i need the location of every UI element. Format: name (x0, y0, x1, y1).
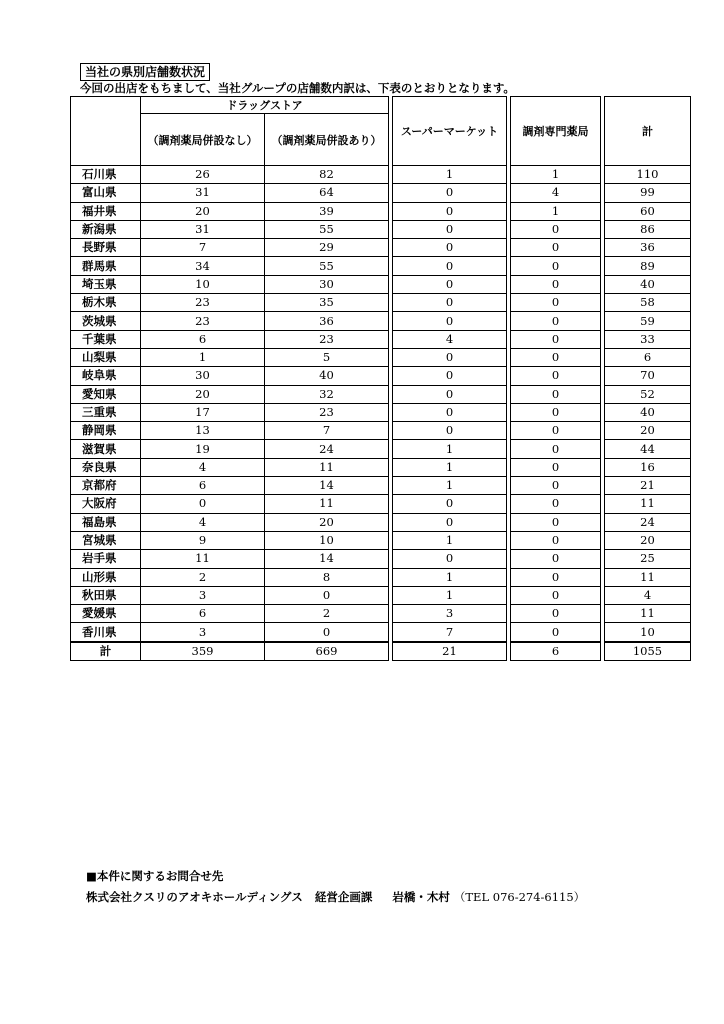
prefecture-cell: 香川県 (71, 623, 141, 642)
table-row (71, 184, 691, 202)
supermarket-cell: 0 (393, 220, 507, 238)
contact-line (86, 889, 585, 905)
pharmacy-only-cell: 0 (511, 458, 601, 476)
drugstore-no-pharmacy-cell: 23 (141, 294, 265, 312)
drugstore-with-pharmacy-cell: 82 (265, 166, 389, 184)
total-cell: 33 (605, 330, 691, 348)
drugstore-with-pharmacy-cell: 36 (265, 312, 389, 330)
store-count-table (70, 96, 691, 661)
prefecture-cell: 大阪府 (71, 495, 141, 513)
drugstore-no-pharmacy-cell: 13 (141, 422, 265, 440)
drugstore-with-pharmacy-cell: 23 (265, 330, 389, 348)
supermarket-cell: 7 (393, 623, 507, 642)
total-cell: 25 (605, 550, 691, 568)
total-cell: 16 (605, 458, 691, 476)
total-cell: 36 (605, 239, 691, 257)
pharmacy-only-cell: 0 (511, 586, 601, 604)
drugstore-no-pharmacy-cell: 17 (141, 403, 265, 421)
pharmacy-only-cell: 0 (511, 330, 601, 348)
total-cell: 58 (605, 294, 691, 312)
header-drugstore-no-pharmacy: （調剤薬局併設なし） (141, 114, 265, 166)
drugstore-no-pharmacy-cell: 20 (141, 202, 265, 220)
table-row (71, 586, 691, 604)
drugstore-with-pharmacy-cell: 669 (265, 642, 389, 661)
table-row (71, 367, 691, 385)
prefecture-cell: 長野県 (71, 239, 141, 257)
header-pharmacy-only: 調剤専門薬局 (511, 97, 601, 166)
drugstore-no-pharmacy-cell: 7 (141, 239, 265, 257)
drugstore-no-pharmacy-cell: 10 (141, 275, 265, 293)
drugstore-with-pharmacy-cell: 24 (265, 440, 389, 458)
supermarket-cell: 0 (393, 550, 507, 568)
pharmacy-only-cell: 0 (511, 275, 601, 293)
drugstore-with-pharmacy-cell: 5 (265, 348, 389, 366)
total-cell: 6 (605, 348, 691, 366)
drugstore-with-pharmacy-cell: 14 (265, 477, 389, 495)
supermarket-cell: 0 (393, 348, 507, 366)
prefecture-cell: 群馬県 (71, 257, 141, 275)
contact-persons: 岩橋・木村 (392, 890, 450, 904)
supermarket-cell: 0 (393, 294, 507, 312)
drugstore-with-pharmacy-cell: 40 (265, 367, 389, 385)
drugstore-with-pharmacy-cell: 11 (265, 458, 389, 476)
total-cell: 11 (605, 605, 691, 623)
drugstore-no-pharmacy-cell: 34 (141, 257, 265, 275)
prefecture-cell: 愛媛県 (71, 605, 141, 623)
pharmacy-only-cell: 0 (511, 367, 601, 385)
supermarket-cell: 1 (393, 440, 507, 458)
drugstore-with-pharmacy-cell: 64 (265, 184, 389, 202)
table-row (71, 294, 691, 312)
pharmacy-only-cell: 0 (511, 605, 601, 623)
prefecture-cell: 石川県 (71, 166, 141, 184)
total-cell: 40 (605, 403, 691, 421)
pharmacy-only-cell: 4 (511, 184, 601, 202)
drugstore-with-pharmacy-cell: 23 (265, 403, 389, 421)
table-row (71, 275, 691, 293)
contact-heading: ■本件に関するお問合せ先 (86, 869, 224, 883)
supermarket-cell: 0 (393, 403, 507, 421)
table-row (71, 239, 691, 257)
header-total: 計 (605, 97, 691, 166)
drugstore-no-pharmacy-cell: 4 (141, 513, 265, 531)
contact-tel: （TEL 076-274-6115） (453, 890, 586, 904)
pharmacy-only-cell: 0 (511, 513, 601, 531)
supermarket-cell: 0 (393, 257, 507, 275)
header-prefecture-blank (71, 97, 141, 166)
pharmacy-only-cell: 0 (511, 440, 601, 458)
total-cell: 59 (605, 312, 691, 330)
section-title: 当社の県別店舗数状況 (80, 63, 210, 81)
table-row (71, 568, 691, 586)
total-cell: 40 (605, 275, 691, 293)
table-row (71, 330, 691, 348)
table-row (71, 605, 691, 623)
drugstore-with-pharmacy-cell: 8 (265, 568, 389, 586)
drugstore-with-pharmacy-cell: 10 (265, 531, 389, 549)
total-cell: 52 (605, 385, 691, 403)
drugstore-with-pharmacy-cell: 32 (265, 385, 389, 403)
table-row (71, 440, 691, 458)
prefecture-cell: 三重県 (71, 403, 141, 421)
table-row (71, 166, 691, 184)
prefecture-cell: 福島県 (71, 513, 141, 531)
drugstore-no-pharmacy-cell: 20 (141, 385, 265, 403)
contact-department: 経営企画課 (314, 890, 373, 904)
supermarket-cell: 21 (393, 642, 507, 661)
supermarket-cell: 1 (393, 586, 507, 604)
supermarket-cell: 0 (393, 367, 507, 385)
table-row (71, 531, 691, 549)
total-cell: 1055 (605, 642, 691, 661)
prefecture-cell: 岩手県 (71, 550, 141, 568)
total-cell: 4 (605, 586, 691, 604)
drugstore-no-pharmacy-cell: 3 (141, 623, 265, 642)
drugstore-no-pharmacy-cell: 0 (141, 495, 265, 513)
drugstore-no-pharmacy-cell: 3 (141, 586, 265, 604)
pharmacy-only-cell: 0 (511, 623, 601, 642)
supermarket-cell: 1 (393, 531, 507, 549)
drugstore-no-pharmacy-cell: 31 (141, 220, 265, 238)
table-row (71, 495, 691, 513)
drugstore-with-pharmacy-cell: 0 (265, 623, 389, 642)
prefecture-cell: 山梨県 (71, 348, 141, 366)
drugstore-with-pharmacy-cell: 35 (265, 294, 389, 312)
supermarket-cell: 0 (393, 275, 507, 293)
total-row (71, 642, 691, 661)
prefecture-cell: 宮城県 (71, 531, 141, 549)
total-cell: 11 (605, 495, 691, 513)
table-row (71, 385, 691, 403)
total-cell: 99 (605, 184, 691, 202)
total-cell: 11 (605, 568, 691, 586)
prefecture-cell: 埼玉県 (71, 275, 141, 293)
prefecture-cell: 滋賀県 (71, 440, 141, 458)
table-row (71, 348, 691, 366)
drugstore-with-pharmacy-cell: 11 (265, 495, 389, 513)
header-supermarket: スーパーマーケット (393, 97, 507, 166)
table-row (71, 257, 691, 275)
pharmacy-only-cell: 0 (511, 348, 601, 366)
drugstore-no-pharmacy-cell: 26 (141, 166, 265, 184)
table-row (71, 312, 691, 330)
drugstore-with-pharmacy-cell: 7 (265, 422, 389, 440)
table-row (71, 202, 691, 220)
total-cell: 89 (605, 257, 691, 275)
drugstore-no-pharmacy-cell: 2 (141, 568, 265, 586)
total-cell: 20 (605, 531, 691, 549)
pharmacy-only-cell: 1 (511, 166, 601, 184)
pharmacy-only-cell: 0 (511, 531, 601, 549)
total-label: 計 (71, 642, 141, 661)
supermarket-cell: 3 (393, 605, 507, 623)
total-cell: 44 (605, 440, 691, 458)
pharmacy-only-cell: 0 (511, 477, 601, 495)
prefecture-cell: 新潟県 (71, 220, 141, 238)
prefecture-cell: 山形県 (71, 568, 141, 586)
supermarket-cell: 0 (393, 495, 507, 513)
prefecture-cell: 茨城県 (71, 312, 141, 330)
prefecture-cell: 愛知県 (71, 385, 141, 403)
drugstore-no-pharmacy-cell: 9 (141, 531, 265, 549)
supermarket-cell: 0 (393, 239, 507, 257)
pharmacy-only-cell: 0 (511, 422, 601, 440)
intro-text: 今回の出店をもちまして、当社グループの店舗数内訳は、下表のとおりとなります。 (80, 81, 515, 95)
pharmacy-only-cell: 0 (511, 294, 601, 312)
drugstore-with-pharmacy-cell: 30 (265, 275, 389, 293)
prefecture-cell: 栃木県 (71, 294, 141, 312)
drugstore-no-pharmacy-cell: 1 (141, 348, 265, 366)
prefecture-cell: 秋田県 (71, 586, 141, 604)
total-cell: 86 (605, 220, 691, 238)
drugstore-no-pharmacy-cell: 11 (141, 550, 265, 568)
drugstore-with-pharmacy-cell: 39 (265, 202, 389, 220)
prefecture-cell: 奈良県 (71, 458, 141, 476)
pharmacy-only-cell: 1 (511, 202, 601, 220)
drugstore-with-pharmacy-cell: 20 (265, 513, 389, 531)
supermarket-cell: 4 (393, 330, 507, 348)
contact-company: 株式会社クスリのアオキホールディングス (86, 890, 303, 904)
total-cell: 10 (605, 623, 691, 642)
supermarket-cell: 0 (393, 422, 507, 440)
prefecture-cell: 富山県 (71, 184, 141, 202)
prefecture-cell: 千葉県 (71, 330, 141, 348)
drugstore-no-pharmacy-cell: 359 (141, 642, 265, 661)
header-drugstore-with-pharmacy: （調剤薬局併設あり） (265, 114, 389, 166)
table-row (71, 623, 691, 642)
pharmacy-only-cell: 0 (511, 550, 601, 568)
drugstore-no-pharmacy-cell: 6 (141, 330, 265, 348)
drugstore-no-pharmacy-cell: 19 (141, 440, 265, 458)
table-row (71, 220, 691, 238)
prefecture-cell: 京都府 (71, 477, 141, 495)
prefecture-cell: 岐阜県 (71, 367, 141, 385)
pharmacy-only-cell: 0 (511, 568, 601, 586)
drugstore-with-pharmacy-cell: 14 (265, 550, 389, 568)
pharmacy-only-cell: 0 (511, 495, 601, 513)
supermarket-cell: 0 (393, 385, 507, 403)
supermarket-cell: 0 (393, 312, 507, 330)
table-row (71, 458, 691, 476)
supermarket-cell: 0 (393, 184, 507, 202)
total-cell: 24 (605, 513, 691, 531)
table-row (71, 403, 691, 421)
drugstore-no-pharmacy-cell: 6 (141, 605, 265, 623)
total-cell: 110 (605, 166, 691, 184)
pharmacy-only-cell: 0 (511, 403, 601, 421)
total-cell: 60 (605, 202, 691, 220)
prefecture-cell: 静岡県 (71, 422, 141, 440)
drugstore-with-pharmacy-cell: 29 (265, 239, 389, 257)
table-row (71, 513, 691, 531)
supermarket-cell: 1 (393, 477, 507, 495)
drugstore-no-pharmacy-cell: 23 (141, 312, 265, 330)
table-row (71, 477, 691, 495)
pharmacy-only-cell: 0 (511, 220, 601, 238)
drugstore-no-pharmacy-cell: 6 (141, 477, 265, 495)
drugstore-with-pharmacy-cell: 55 (265, 220, 389, 238)
pharmacy-only-cell: 0 (511, 385, 601, 403)
drugstore-with-pharmacy-cell: 0 (265, 586, 389, 604)
total-cell: 70 (605, 367, 691, 385)
table-row (71, 422, 691, 440)
supermarket-cell: 1 (393, 458, 507, 476)
supermarket-cell: 1 (393, 166, 507, 184)
total-cell: 20 (605, 422, 691, 440)
pharmacy-only-cell: 6 (511, 642, 601, 661)
table-row (71, 550, 691, 568)
total-cell: 21 (605, 477, 691, 495)
drugstore-with-pharmacy-cell: 2 (265, 605, 389, 623)
header-drugstore: ドラッグストア (141, 97, 389, 114)
drugstore-no-pharmacy-cell: 31 (141, 184, 265, 202)
prefecture-cell: 福井県 (71, 202, 141, 220)
drugstore-no-pharmacy-cell: 30 (141, 367, 265, 385)
supermarket-cell: 1 (393, 568, 507, 586)
supermarket-cell: 0 (393, 202, 507, 220)
pharmacy-only-cell: 0 (511, 239, 601, 257)
pharmacy-only-cell: 0 (511, 257, 601, 275)
drugstore-no-pharmacy-cell: 4 (141, 458, 265, 476)
supermarket-cell: 0 (393, 513, 507, 531)
pharmacy-only-cell: 0 (511, 312, 601, 330)
drugstore-with-pharmacy-cell: 55 (265, 257, 389, 275)
